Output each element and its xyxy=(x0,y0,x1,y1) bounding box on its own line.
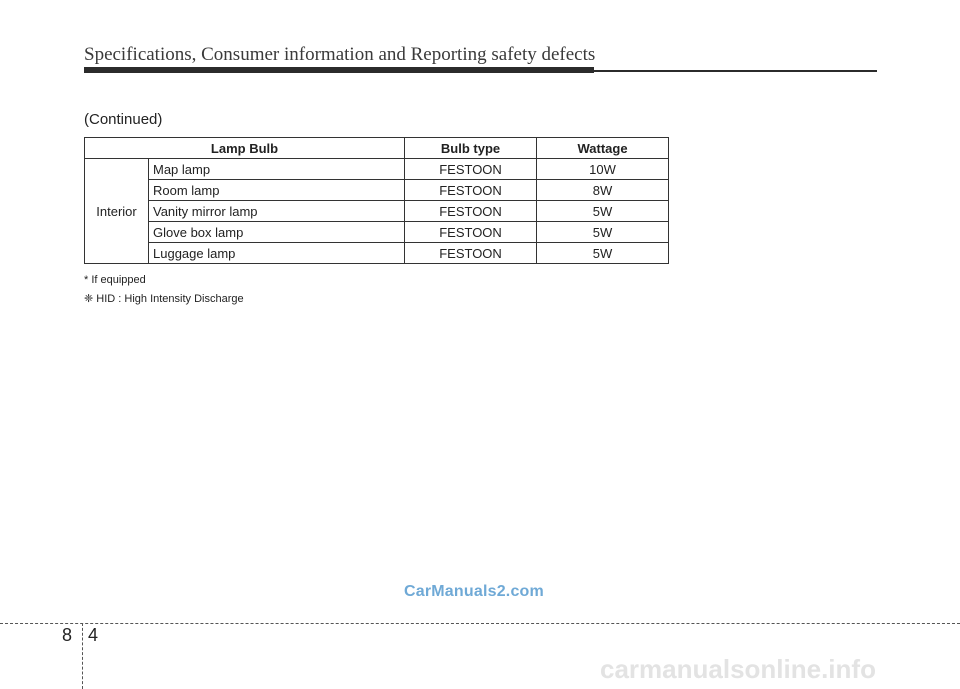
column-header-lamp-bulb: Lamp Bulb xyxy=(85,138,405,159)
lamp-name-cell: Vanity mirror lamp xyxy=(149,201,405,222)
site-watermark: carmanualsonline.info xyxy=(600,654,876,684)
lamp-name-cell: Glove box lamp xyxy=(149,222,405,243)
lamp-bulb-table xyxy=(84,137,669,264)
bulb-type-cell: FESTOON xyxy=(405,201,537,222)
table-row xyxy=(85,159,669,180)
lamp-name-cell: Room lamp xyxy=(149,180,405,201)
wattage-cell: 8W xyxy=(537,180,669,201)
bulb-type-cell: FESTOON xyxy=(405,159,537,180)
table-row xyxy=(85,180,669,201)
wattage-cell: 5W xyxy=(537,201,669,222)
table-header-row xyxy=(85,138,669,159)
bulb-type-cell: FESTOON xyxy=(405,222,537,243)
bulb-type-cell: FESTOON xyxy=(405,243,537,264)
column-header-bulb-type: Bulb type xyxy=(405,138,537,159)
page-header-title: Specifications, Consumer information and Reporting safety defects xyxy=(84,44,596,65)
footer-dashed-rule xyxy=(0,623,960,624)
note-if-equipped: * If equipped xyxy=(84,274,146,286)
table-row xyxy=(85,243,669,264)
table-row xyxy=(85,222,669,243)
group-label-interior: Interior xyxy=(85,159,149,264)
wattage-cell: 5W xyxy=(537,243,669,264)
footer-vertical-rule xyxy=(82,623,83,689)
wattage-cell: 5W xyxy=(537,222,669,243)
wattage-cell: 10W xyxy=(537,159,669,180)
continued-label: (Continued) xyxy=(84,111,163,128)
lamp-name-cell: Luggage lamp xyxy=(149,243,405,264)
note-hid: ❈ HID : High Intensity Discharge xyxy=(84,293,244,305)
header-rule-thin xyxy=(594,70,877,72)
table-row xyxy=(85,201,669,222)
bulb-type-cell: FESTOON xyxy=(405,180,537,201)
header-rule-thick xyxy=(84,67,594,73)
lamp-name-cell: Map lamp xyxy=(149,159,405,180)
page-section-number: 8 xyxy=(62,625,73,645)
carmanuals2-watermark-link[interactable]: CarManuals2.com xyxy=(404,583,544,600)
page-number: 4 xyxy=(88,625,99,645)
column-header-wattage: Wattage xyxy=(537,138,669,159)
